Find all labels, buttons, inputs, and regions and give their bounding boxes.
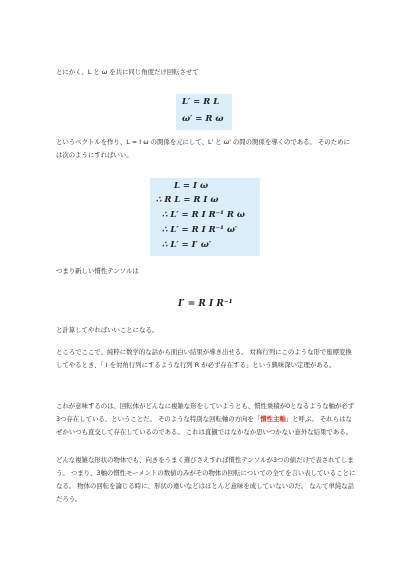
theorem-paragraph: ところでここで、純粋に数学的な話から面白い結果が導き出せる。 対称行列にこのような形で座標変換してやるとき、「 I を対角行列にするような行列 R が必ず存在する」という興味深い定理がある。 — [56, 348, 352, 369]
equation-derivation-line-5: ∴ L′ = I′ ω′ — [162, 240, 212, 250]
principal-axes-text-a: これが意味するのは、回転体がどんなに複雑な形をしていようとも、慣性乗積が0となるような軸が必ず3つ存在している、ということだ。 そのような特別な回転軸の方向を「 — [56, 402, 355, 423]
equation-omega-prime: ω′ = R ω — [182, 114, 224, 124]
equation-new-inertia-tensor: I′ = R I R⁻¹ — [178, 299, 233, 309]
equation-derivation-line-2: ∴ R L = R I ω — [156, 195, 219, 205]
new-tensor-paragraph: つまり新しい慣性テンソルは — [56, 267, 139, 275]
conclusion-paragraph: どんな複雑な形状の物体でも、向きをうまく選びさえすれば慣性テンソルが3つの値だけで表されてしまう。 つまり、3軸の慣性モーメントの数値のみがその物体の回転についての全てを言い表していることになる。 物体の回転を論じる時に、形状の違いなどはほとんど意味を成していないのだ。 なんて単純な話だろう。 — [56, 456, 356, 503]
principal-axes-text-b: 」と呼ぶ。 それらはなぜかいつも直交して存在しているのである。 これは直観ではなかなか思いつかない意外な結果である。 — [56, 415, 352, 436]
equation-derivation-line-4: ∴ L′ = R I R⁻¹ ω′ — [162, 225, 238, 235]
derivation-paragraph: というベクトルを作り、L = I ω の関係を元にして、L' と ω' の間の関係を導くのである。 そのためには次のようにすればいい。 — [56, 138, 350, 159]
principal-axes-term: 慣性主軸 — [260, 415, 286, 423]
result-paragraph: と計算してやればいいことになる。 — [56, 326, 159, 334]
equation-derivation-line-1: L = I ω — [174, 181, 209, 191]
intro-paragraph: とにかく、L と ω を共に同じ角度だけ回転させて — [56, 68, 199, 76]
principal-axes-paragraph — [56, 400, 356, 439]
equation-derivation-line-3: ∴ L′ = R I R⁻¹ R ω — [162, 210, 245, 220]
equation-L-prime: L′ = R L — [182, 97, 220, 107]
